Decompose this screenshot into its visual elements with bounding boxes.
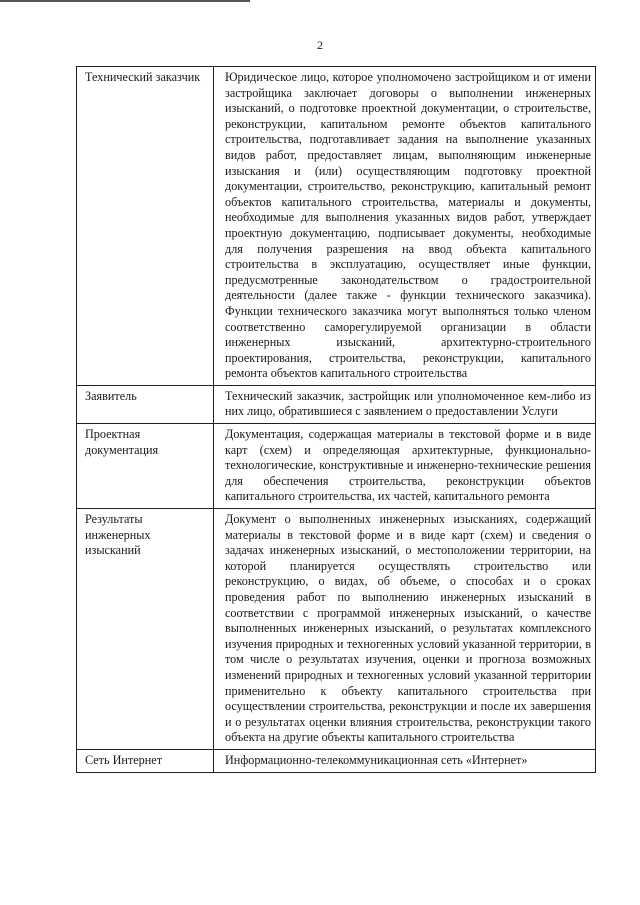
definitions-table xyxy=(76,66,596,773)
table-row xyxy=(77,509,596,750)
definition-cell: Информационно-телекоммуникационная сеть «Интернет» xyxy=(214,749,596,772)
table-row xyxy=(77,424,596,509)
table-row xyxy=(77,749,596,772)
term-cell: Проектная документация xyxy=(77,424,214,509)
definition-cell: Документация, содержащая материалы в текстовой форме и в виде карт (схем) и определяющая архитектурные, функционально-технологические, конструктивные и инженерно-технические решения для обеспечения строительства, реконструкции объектов капитального строительства, их частей, капитального ремонта xyxy=(214,424,596,509)
term-cell: Технический заказчик xyxy=(77,67,214,386)
term-cell: Заявитель xyxy=(77,385,214,423)
scan-edge-mark xyxy=(0,0,250,2)
term-cell: Сеть Интернет xyxy=(77,749,214,772)
page-number: 2 xyxy=(317,38,323,52)
term-cell: Результаты инженерных изысканий xyxy=(77,509,214,750)
definition-cell: Технический заказчик, застройщик или уполномоченное кем-либо из них лицо, обратившиеся с заявлением о предоставлении Услуги xyxy=(214,385,596,423)
table-row xyxy=(77,385,596,423)
definition-cell: Юридическое лицо, которое уполномочено застройщиком и от имени застройщика заключает договоры о выполнении инженерных изысканий, о подготовке проектной документации, о строительстве, реконструкции, капитальном ремонте объектов капитального строительства, подготавливает задания на выполнение указанных видов работ, предоставляет лицам, выполняющим инженерные изыскания и (или) осуществляющим подготовку проектной документации, строительство, реконструкцию, капитальный ремонт объектов капитального строительства, материалы и документы, необходимые для выполнения указанных видов работ, утверждает проектную документацию, подписывает документы, необходимые для получения разрешения на ввод объекта капитального строительства в эксплуатацию, осуществляет иные функции, предусмотренные законодательством о градостроительной деятельности (далее также - функции технического заказчика). Функции технического заказчика могут выполняться только членом соответственно саморегулируемой организации в области инженерных изысканий, архитектурно-строительного проектирования, строительства, реконструкции, капитального ремонта объектов капитального строительства xyxy=(214,67,596,386)
definition-cell: Документ о выполненных инженерных изысканиях, содержащий материалы в текстовой форме и в виде карт (схем) и сведения о задачах инженерных изысканий, о местоположении территории, на которой планируется осуществлять строительство или реконструкцию, о видах, об объеме, о способах и о сроках проведения работ по выполнению инженерных изысканий в соответствии с программой инженерных изысканий, о качестве выполненных инженерных изысканий, о результатах комплексного изучения природных и техногенных условий указанной территории, в том числе о результатах изучения, оценки и прогноза возможных изменений природных и техногенных условий указанной территории применительно к объекту капитального строительства при осуществлении строительства, реконструкции и после их завершения и о результатах оценки влияния строительства, реконструкции такого объекта на другие объекты капитального строительства xyxy=(214,509,596,750)
table-row xyxy=(77,67,596,386)
